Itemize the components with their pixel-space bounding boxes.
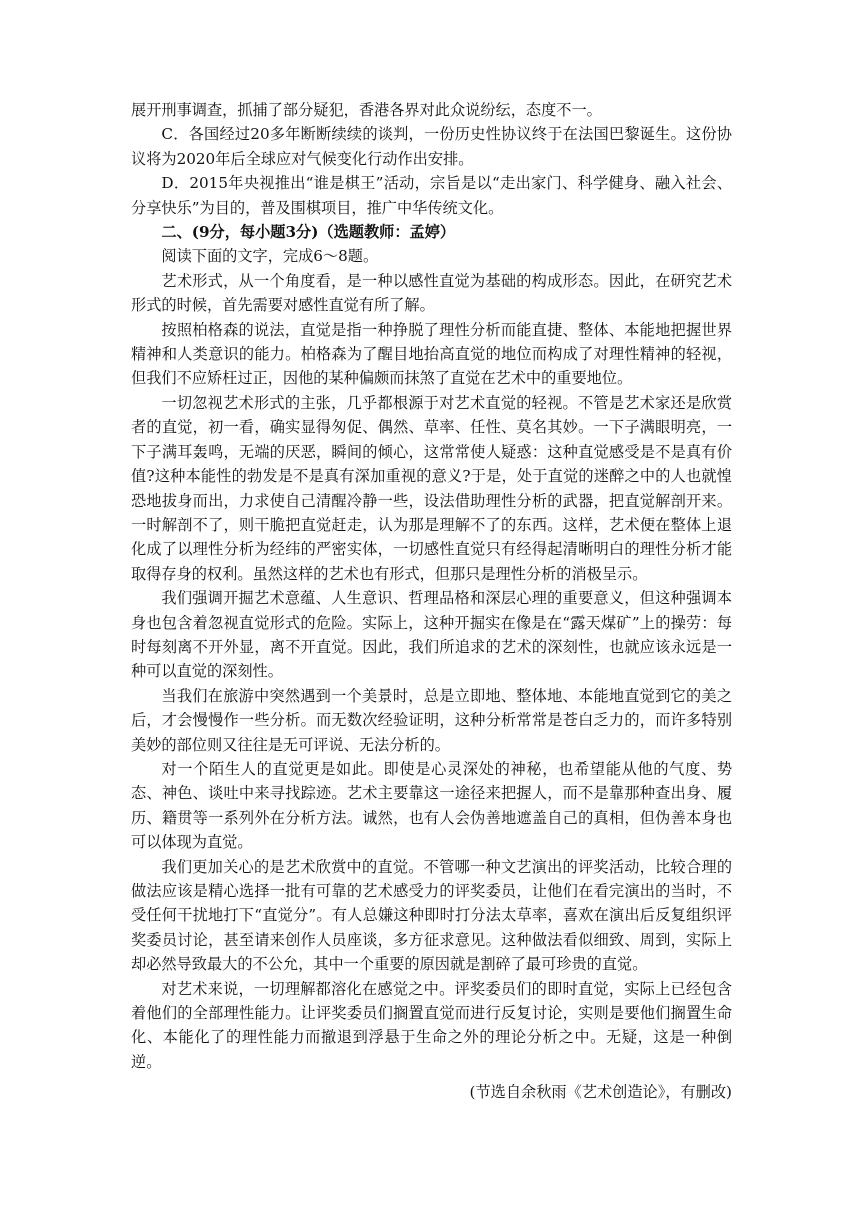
reading-instruction: 阅读下面的文字，完成6～8题。 bbox=[161, 247, 379, 266]
passage-paragraph: 一切忽视艺术形式的主张，几乎都根源于对艺术直觉的轻视。不管是艺术家还是欣赏者的直觉，初一看，确实显得匆促、偶然、草率、任性、莫名其妙。一下子满眼明亮，一下子满耳轰鸣，无端的厌恶，瞬间的倾心，这常常使人疑惑：这种直觉感受是不是真有价值?这种本能性的勃发是不是真有深加重视的意义?于是，处于直觉的迷醉之中的人也就惶恐地拔身而出，力求使自己清醒冷静一些，设法借助理性分析的武器，把直觉解剖开来。一时解剖不了，则干脆把直觉赶走，认为那是理解不了的东西。这样，艺术便在整体上退化成了以理性分析为经纬的严密实体，一切感性直觉只有经得起清晰明白的理性分析才能取得存身的权利。虽然这样的艺术也有形式，但那只是理性分析的消极呈示。 bbox=[131, 393, 732, 583]
source-citation: (节选自余秋雨《艺术创造论》，有删改) bbox=[469, 1083, 732, 1102]
option-c: C．各国经过20多年断断续续的谈判，一份历史性协议终于在法国巴黎诞生。这份协议将为2020年后全球应对气候变化行动作出安排。 bbox=[131, 125, 732, 168]
passage-paragraph: 当我们在旅游中突然遇到一个美景时，总是立即地、整体地、本能地直觉到它的美之后，才会慢慢作一些分析。而无数次经验证明，这种分析常常是苍白乏力的，而许多特别美妙的部位则又往往是无可评说、无法分析的。 bbox=[131, 686, 732, 754]
option-b-continuation: 展开刑事调查，抓捕了部分疑犯，香港各界对此众说纷纭，态度不一。 bbox=[131, 101, 602, 119]
option-d: D．2015年央视推出“谁是棋王”活动，宗旨是以“走出家门、科学健身、融入社会、分享快乐”为目的，普及围棋项目，推广中华传统文化。 bbox=[131, 174, 732, 217]
section-heading: 二、(9分，每小题3分)（选题教师：孟婷） bbox=[161, 223, 456, 242]
passage-paragraph: 按照柏格森的说法，直觉是指一种挣脱了理性分析而能直捷、整体、本能地把握世界精神和人类意识的能力。柏格森为了醒目地抬高直觉的地位而构成了对理性精神的轻视，但我们不应矫枉过正，因他的某种偏颇而抹煞了直觉在艺术中的重要地位。 bbox=[131, 320, 732, 388]
passage-paragraph: 艺术形式，从一个角度看，是一种以感性直觉为基础的构成形态。因此，在研究艺术形式的时候，首先需要对感性直觉有所了解。 bbox=[131, 271, 732, 315]
passage-paragraph: 我们更加关心的是艺术欣赏中的直觉。不管哪一种文艺演出的评奖活动，比较合理的做法应该是精心选择一批有可靠的艺术感受力的评奖委员，让他们在看完演出的当时，不受任何干扰地打下“直觉分”。有人总嫌这种即时打分法太草率，喜欢在演出后反复组织评奖委员讨论，甚至请来创作人员座谈，多方征求意见。这种做法看似细致、周到，实际上却必然导致最大的不公允，其中一个重要的原因就是割碎了最可珍贵的直觉。 bbox=[131, 857, 732, 974]
passage-paragraph: 对一个陌生人的直觉更是如此。即使是心灵深处的神秘，也希望能从他的气度、势态、神色、谈吐中来寻找踪迹。艺术主要靠这一途径来把握人，而不是靠那种查出身、履历、籍贯等一系列外在分析方法。诚然，也有人会伪善地遮盖自己的真相，但伪善本身也可以体现为直觉。 bbox=[131, 759, 732, 852]
document-page bbox=[131, 98, 732, 1105]
passage-paragraph: 对艺术来说，一切理解都溶化在感觉之中。评奖委员们的即时直觉，实际上已经包含着他们的全部理性能力。让评奖委员们搁置直觉而进行反复讨论，实则是要他们搁置生命化、本能化了的理性能力而撤退到浮悬于生命之外的理论分析之中。无疑，这是一种倒逆。 bbox=[131, 979, 732, 1071]
passage-paragraph: 我们强调开掘艺术意蕴、人生意识、哲理品格和深层心理的重要意义，但这种强调本身也包含着忽视直觉形式的危险。实际上，这种开掘实在像是在“露天煤矿”上的操劳：每时每刻离不开外显，离不开直觉。因此，我们所追求的艺术的深刻性，也就应该永远是一种可以直觉的深刻性。 bbox=[131, 589, 732, 681]
